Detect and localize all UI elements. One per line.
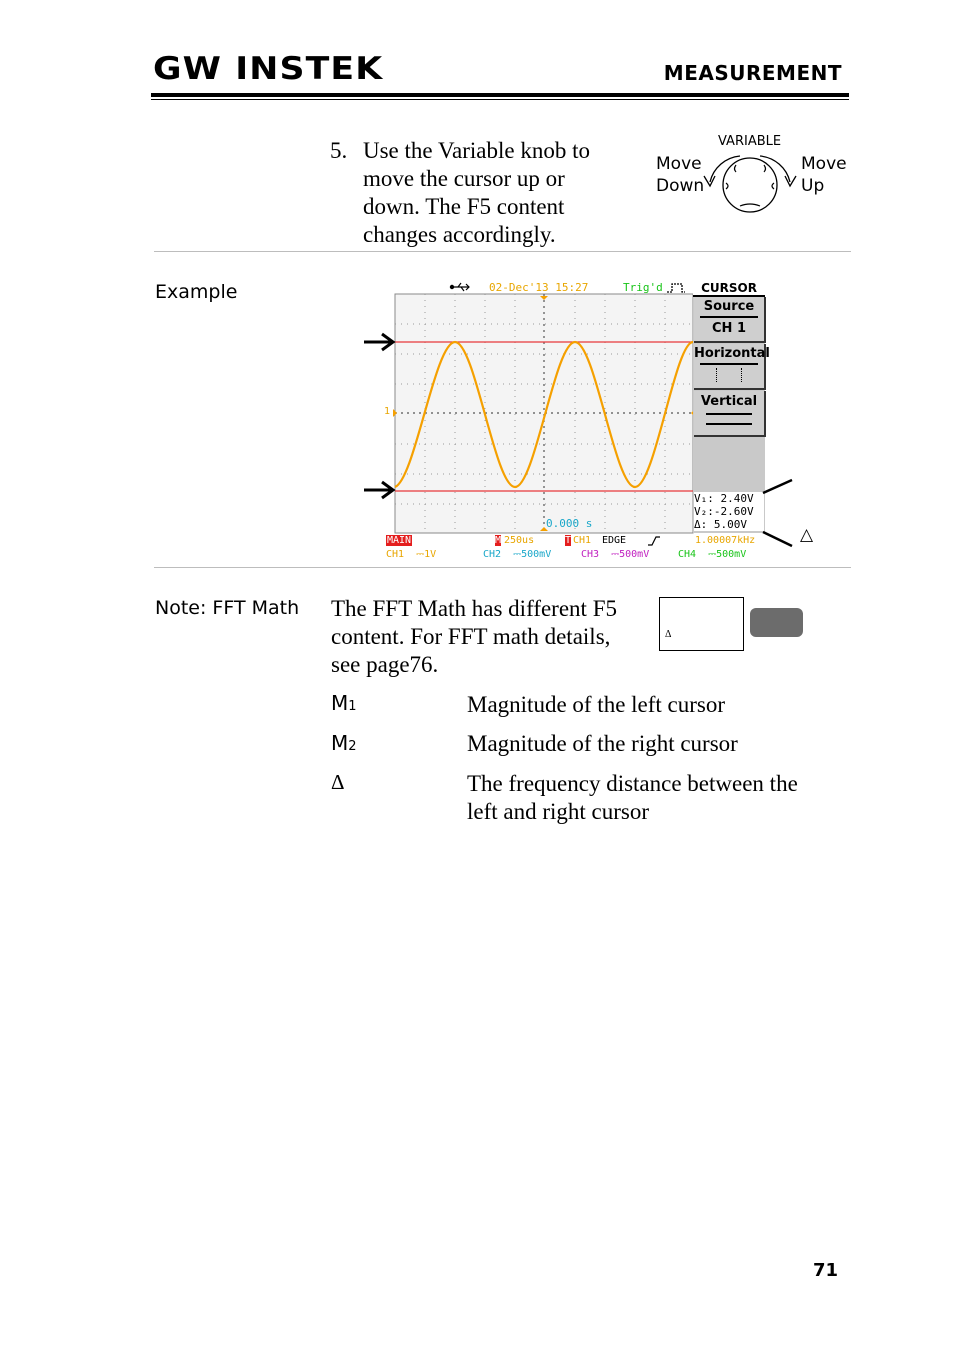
scope-trig-status: Trig'd: [623, 281, 663, 294]
menu-title: CURSOR: [693, 281, 765, 297]
status-ch4: [678, 549, 746, 560]
status-ch1: [386, 549, 436, 560]
note-label: Note: FFT Math: [155, 597, 300, 619]
dc-coupling-icon: ⎓: [605, 549, 620, 560]
brand-logo: GW INSTEK: [153, 51, 384, 87]
ch3-scale: 500mV: [619, 549, 650, 560]
readout-v1: V₁: 2.40V: [694, 492, 754, 505]
menu-source-label: Source: [703, 299, 755, 314]
menu-vertical-button[interactable]: [694, 391, 766, 437]
header-rule-thin: [151, 99, 849, 100]
status-trig-type: EDGE: [602, 535, 627, 546]
status-ch3: [581, 549, 649, 560]
term-subscript: 2: [348, 739, 357, 754]
dc-coupling-icon: ⎓: [702, 549, 717, 560]
f5-key-button[interactable]: [750, 608, 803, 637]
variable-knob-icon: [700, 148, 802, 216]
ch1-label: CH1: [386, 549, 405, 560]
menu-source-button[interactable]: [694, 297, 766, 343]
section-title: MEASUREMENT: [663, 61, 842, 85]
status-frequency: 1.00007kHz: [695, 535, 756, 546]
def-desc-delta: [467, 770, 798, 826]
term-text: M: [331, 691, 349, 715]
def-desc-m2: Magnitude of the right cursor: [467, 731, 738, 756]
menu-separator: [700, 316, 758, 318]
knob-up-text: Up: [801, 176, 825, 196]
trigger-position: 0.000 s: [546, 517, 593, 530]
horizontal-cursor-icon: [694, 365, 764, 383]
ch1-marker-label: 1: [384, 406, 391, 417]
ch4-scale: 500mV: [716, 549, 747, 560]
vertical-cursor-line: [706, 413, 752, 415]
def-desc-m1: Magnitude of the left cursor: [467, 692, 726, 717]
example-label: Example: [155, 281, 238, 303]
step-line: down. The F5 content: [363, 194, 565, 219]
knob-right-label: [801, 153, 847, 197]
step-number: 5.: [330, 138, 348, 163]
knob-move-text: Move: [801, 154, 847, 174]
ch3-label: CH3: [581, 549, 600, 560]
step-line: move the cursor up or: [363, 166, 565, 191]
readout-v2: V₂:-2.60V: [694, 505, 754, 518]
page-number: 71: [813, 1260, 839, 1281]
callout-lines: [760, 475, 800, 555]
note-line: content. For FFT math details,: [331, 624, 611, 649]
step-line: Use the Variable knob to: [363, 138, 590, 163]
knob-left-label: [656, 153, 704, 197]
dc-coupling-icon: ⎓: [410, 549, 425, 560]
def-desc-line: left and right cursor: [467, 799, 650, 824]
step-text: [363, 137, 633, 249]
ch2-label: CH2: [483, 549, 502, 560]
cursor-menu: [693, 281, 770, 533]
note-line: The FFT Math has different F5: [331, 596, 617, 621]
status-timebase: 250us: [504, 535, 535, 546]
knob-down-text: Down: [656, 176, 705, 196]
menu-vertical-label: Vertical: [700, 394, 758, 409]
status-main: MAIN: [387, 535, 412, 546]
knob-title: VARIABLE: [718, 134, 782, 149]
note-text: [331, 595, 651, 679]
header-rule-thick: [151, 93, 849, 97]
cursor-arrow-bottom-icon: [362, 480, 396, 500]
trigger-edge-icon: [667, 284, 685, 292]
vertical-cursor-line: [706, 423, 752, 425]
def-term-delta: Δ: [331, 770, 345, 794]
ch1-scale: 1V: [424, 549, 437, 560]
scope-date: 02-Dec'13 15:27: [489, 281, 589, 294]
note-line: see page76.: [331, 652, 439, 677]
readout-delta: Δ: 5.00V: [694, 518, 747, 531]
dc-coupling-icon: ⎓: [507, 549, 522, 560]
delta-triangle-icon: △: [800, 525, 814, 545]
ch2-scale: 500mV: [521, 549, 552, 560]
def-term-m2: [331, 731, 357, 755]
status-ch2: [483, 549, 551, 560]
def-desc-line: The frequency distance between the: [467, 771, 798, 796]
status-trig-src: CH1: [573, 535, 592, 546]
oscilloscope-screen: [380, 279, 768, 563]
section-divider: [154, 567, 851, 568]
term-subscript: 1: [348, 699, 357, 714]
status-m-tag: M: [495, 535, 502, 546]
status-t-tag: T: [565, 535, 572, 546]
cursor-arrow-top-icon: [362, 332, 396, 352]
menu-horizontal-button[interactable]: [694, 344, 770, 390]
fft-delta-label: Δ: [665, 629, 672, 640]
ch4-label: CH4: [678, 549, 697, 560]
usb-icon: [450, 283, 469, 291]
rising-edge-icon: [648, 537, 660, 545]
term-text: M: [331, 731, 349, 755]
fft-readout-box: [659, 597, 744, 651]
step-line: changes accordingly.: [363, 222, 556, 247]
menu-source-value: CH 1: [712, 321, 746, 336]
section-divider: [154, 251, 851, 252]
menu-horizontal-label: Horizontal: [694, 346, 770, 361]
cursor-readout: [694, 492, 764, 531]
knob-move-text: Move: [656, 154, 702, 174]
def-term-m1: [331, 691, 357, 715]
